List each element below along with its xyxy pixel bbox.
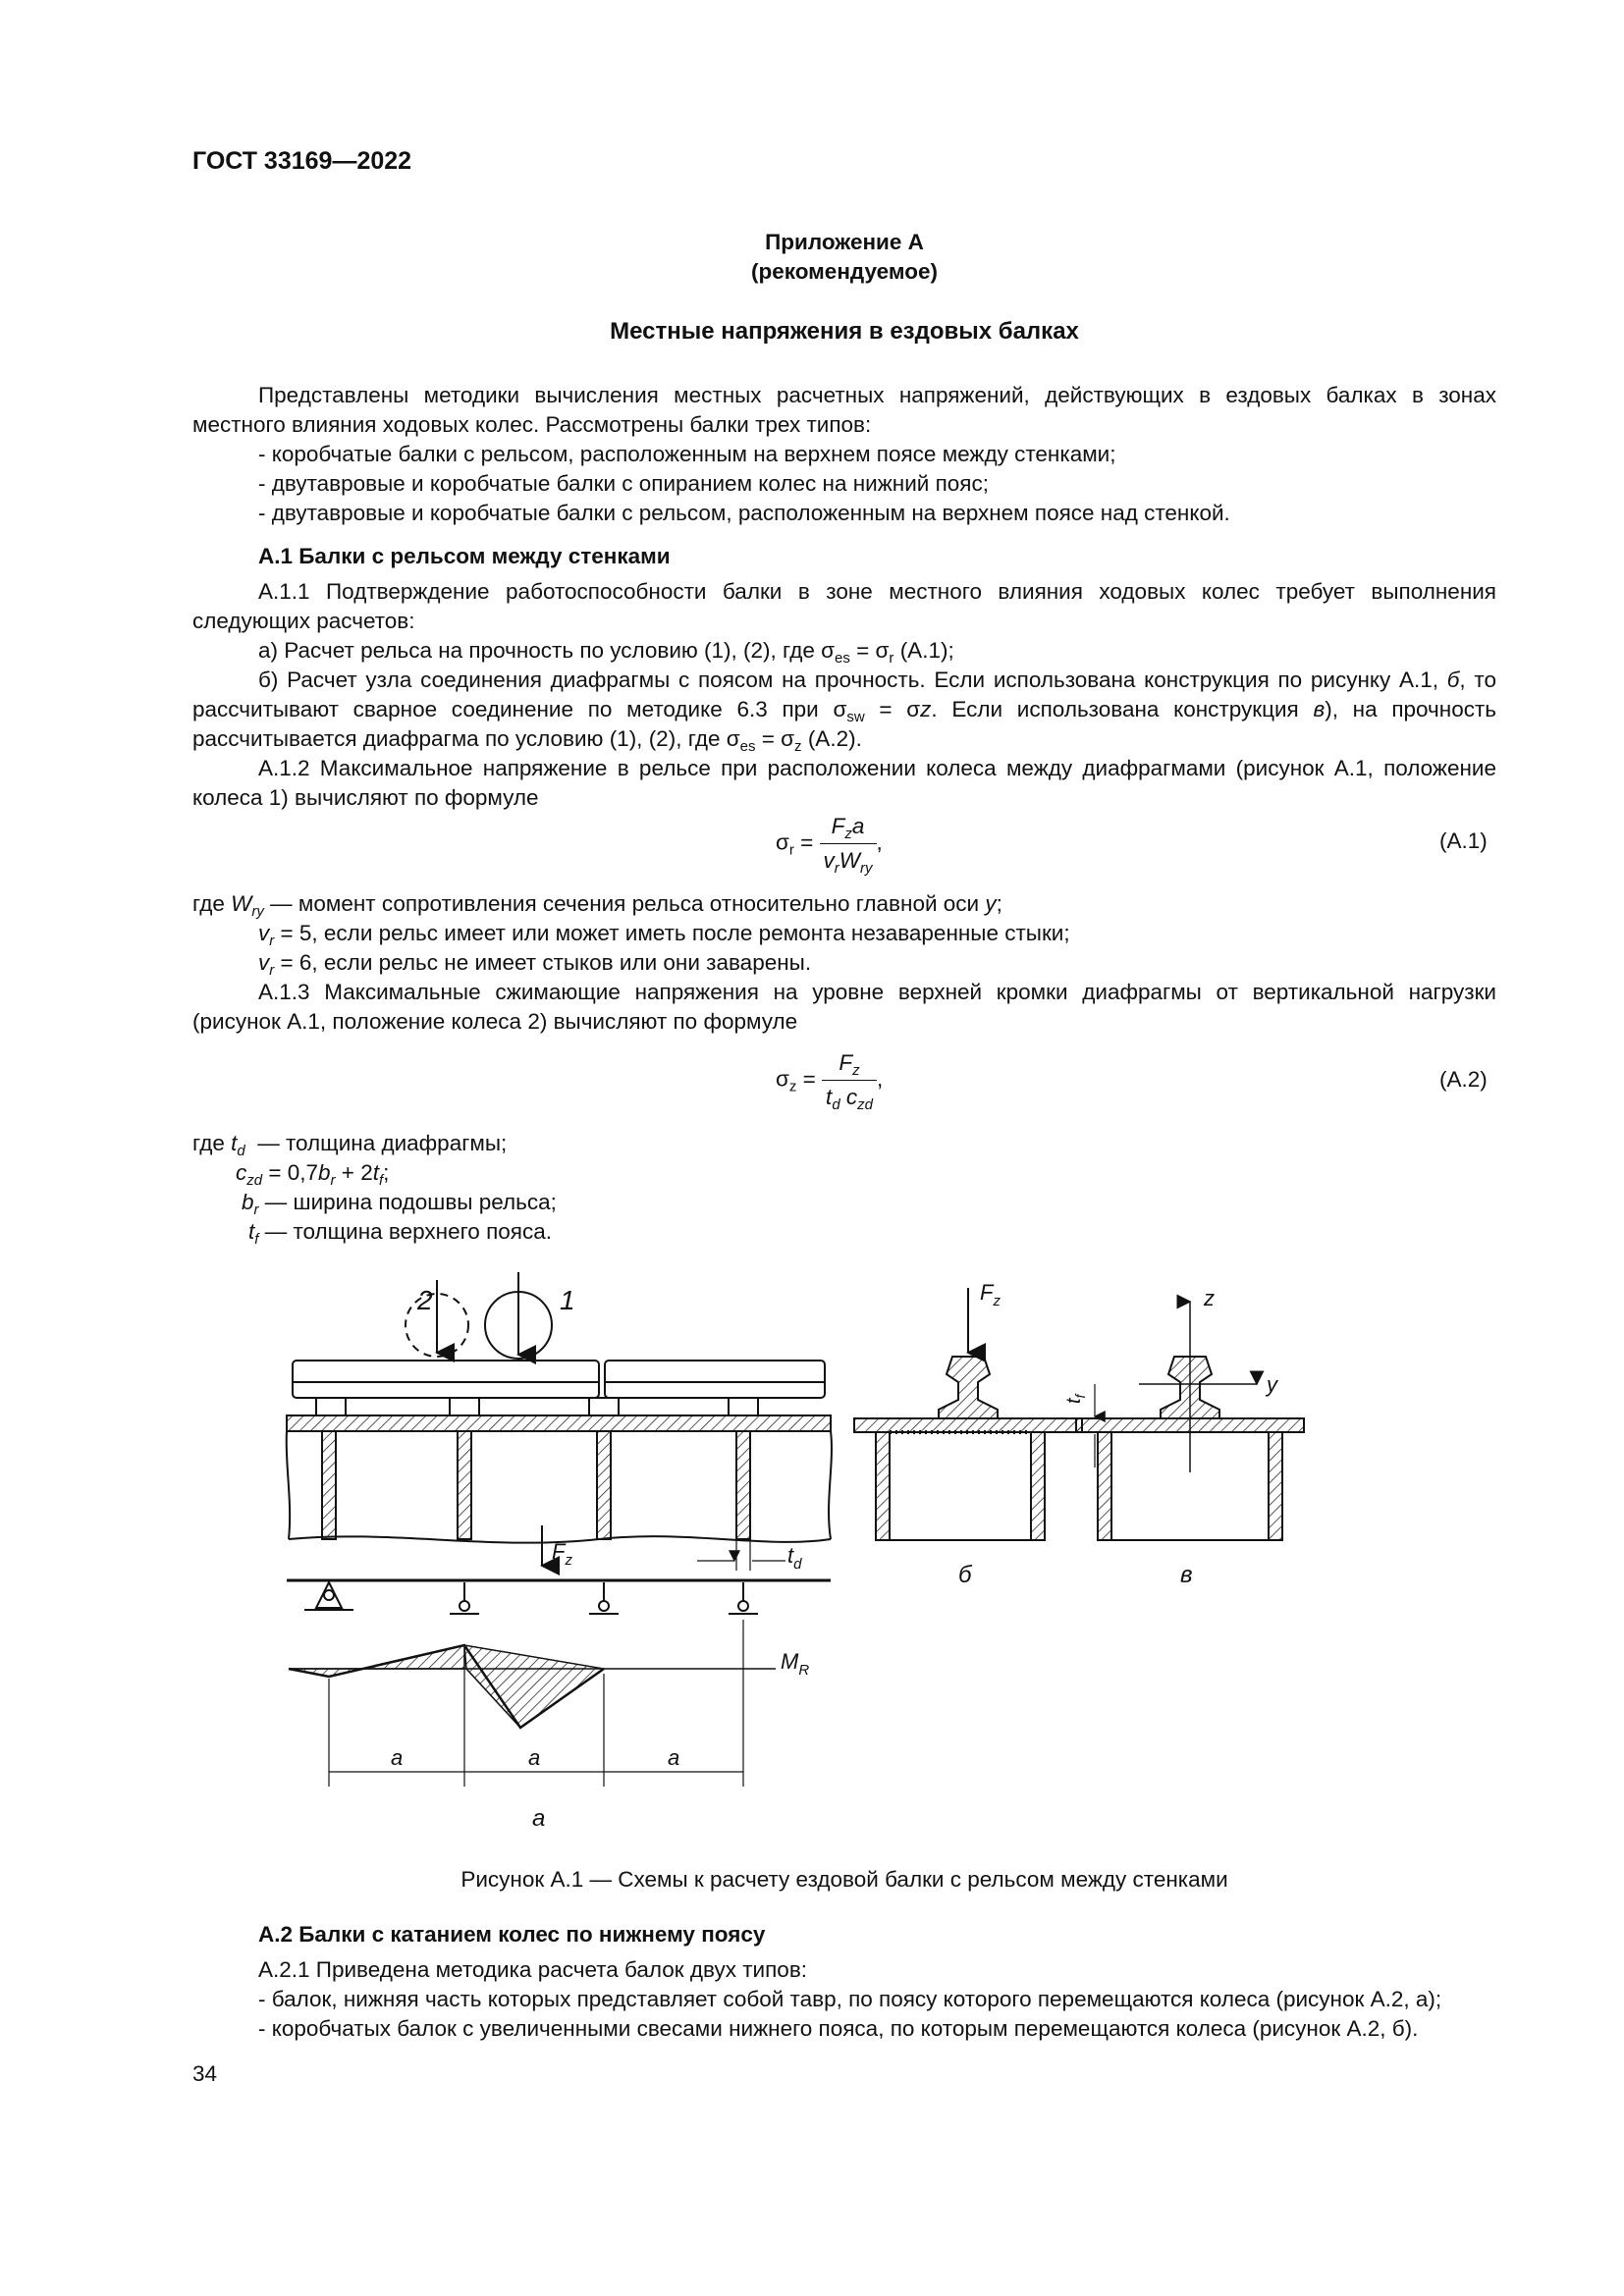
figure-a1 [275, 1266, 1424, 1836]
intro-list-item: - двутавровые и коробчатые балки с опиранием колес на нижний пояс; [258, 471, 989, 496]
subfigure-b-label: б [958, 1562, 972, 1588]
paragraph-a1-2: А.1.2 Максимальное напряжение в рельсе при расположении колеса между диафрагмами (рисунок А.1, положение колеса 1) вычисляют по формуле [192, 756, 1496, 810]
where-vr-5: $v_r = 5$, если рельс имеет или может иметь после ремонта незаваренные стыки; [258, 921, 1070, 949]
dimension-a-label: a [391, 1745, 404, 1770]
dimension-a-label: a [528, 1745, 541, 1770]
formula-a1: $\sigma_r$ = $\frac{F_za}{v_rW_{ry}}$ , [776, 814, 883, 877]
page-number: 34 [192, 2061, 218, 2086]
figure-part-v [1076, 1302, 1304, 1540]
annex-status: (рекомендуемое) [751, 259, 938, 284]
intro-paragraph: Представлены методики вычисления местных расчетных напряжений, действующих в ездовых балках в зонах местного влияния ходовых колес. Рассмотрены балки трех типов: [192, 383, 1496, 437]
paragraph-a1-1-a: а) Расчет рельса на прочность по условию (1), (2), где $\sigma_{es} = \sigma_r$ (А.1); [258, 638, 954, 667]
a2-list-item: - балок, нижняя часть которых представляет собой тавр, по поясу которого перемещаются колеса (рисунок А.2, а); [258, 1987, 1442, 2011]
paragraph-a2-1: А.2.1 Приведена методика расчета балок двух типов: [258, 1957, 808, 1982]
where-czd: $c_{zd} = 0,7b_r + 2t_f$; [236, 1160, 390, 1189]
where-vr-6: $v_r = 6$, если рельс не имеет стыков или они заварены. [258, 950, 812, 979]
force-fz-label-a: $F_z$ [552, 1539, 572, 1569]
where-td: где $t_d$ — толщина диафрагмы; [192, 1131, 508, 1159]
wheel-position-2-label: 2 [417, 1285, 433, 1315]
formula-a2: $\sigma_z$ = $\frac{F_z}{t_d c_{zd}}$ , [776, 1050, 884, 1113]
axis-z-label: z [1204, 1286, 1215, 1310]
subfigure-a-label: а [532, 1805, 546, 1832]
subfigure-v-label: в [1180, 1562, 1193, 1588]
axis-y-label: y [1267, 1372, 1277, 1397]
where-tf: $t_f$ — толщина верхнего пояса. [248, 1219, 552, 1248]
formula-a2-number: (А.2) [1439, 1067, 1488, 1092]
dimension-a-label: a [668, 1745, 680, 1770]
figure-caption: Рисунок А.1 — Схемы к расчету ездовой балки с рельсом между стенками [460, 1867, 1228, 1892]
intro-list-item: - двутавровые и коробчатые балки с рельсом, расположенным на верхнем поясе над стенкой. [258, 501, 1230, 525]
section-a1-heading: А.1 Балки с рельсом между стенками [258, 544, 671, 568]
where-wry: где $W_{ry}$ — момент сопротивления сечения рельса относительно главной оси y; [192, 891, 1002, 920]
tf-dimension-label: $t_f$ [1063, 1394, 1088, 1404]
document-code: ГОСТ 33169—2022 [192, 147, 412, 175]
intro-list-item: - коробчатые балки с рельсом, расположенным на верхнем поясе между стенками; [258, 442, 1116, 466]
figure-part-b [854, 1288, 1105, 1540]
paragraph-a1-1-b: б) Расчет узла соединения диафрагмы с поясом на прочность. Если использована конструкция по рисунку А.1, б, то рассчитывают сварное соединение по методике 6.3 при $\sigma_{sw} = \sigma z$. Если использована конструкция в), на прочность рассчитывается диафрагма по условию (1), (2), где $\sigma_{es} = \sigma_z$ (А.2). [192, 667, 1496, 755]
where-br: $b_r$ — ширина подошвы рельса; [242, 1190, 557, 1218]
annex-title: Приложение А [765, 230, 924, 254]
td-dimension-label: $t_d$ [787, 1543, 802, 1573]
paragraph-a1-3: А.1.3 Максимальные сжимающие напряжения на уровне верхней кромки диафрагмы от вертикальной нагрузки (рисунок А.1, положение колеса 2) вычисляют по формуле [192, 980, 1496, 1034]
paragraph-a1-1: А.1.1 Подтверждение работоспособности балки в зоне местного влияния ходовых колес требует выполнения следующих расчетов: [192, 579, 1496, 633]
figure-part-a [287, 1272, 832, 1787]
wheel-position-1-label: 1 [560, 1285, 575, 1315]
force-fz-label-b: $F_z$ [980, 1280, 1001, 1309]
formula-a1-number: (А.1) [1439, 828, 1488, 853]
annex-heading: Местные напряжения в ездовых балках [610, 318, 1079, 345]
moment-mr-label: $M_R$ [781, 1649, 810, 1679]
section-a2-heading: А.2 Балки с катанием колес по нижнему поясу [258, 1922, 766, 1947]
a2-list-item: - коробчатых балок с увеличенными свесами нижнего пояса, по которым перемещаются колеса (рисунок А.2, б). [258, 2016, 1419, 2041]
